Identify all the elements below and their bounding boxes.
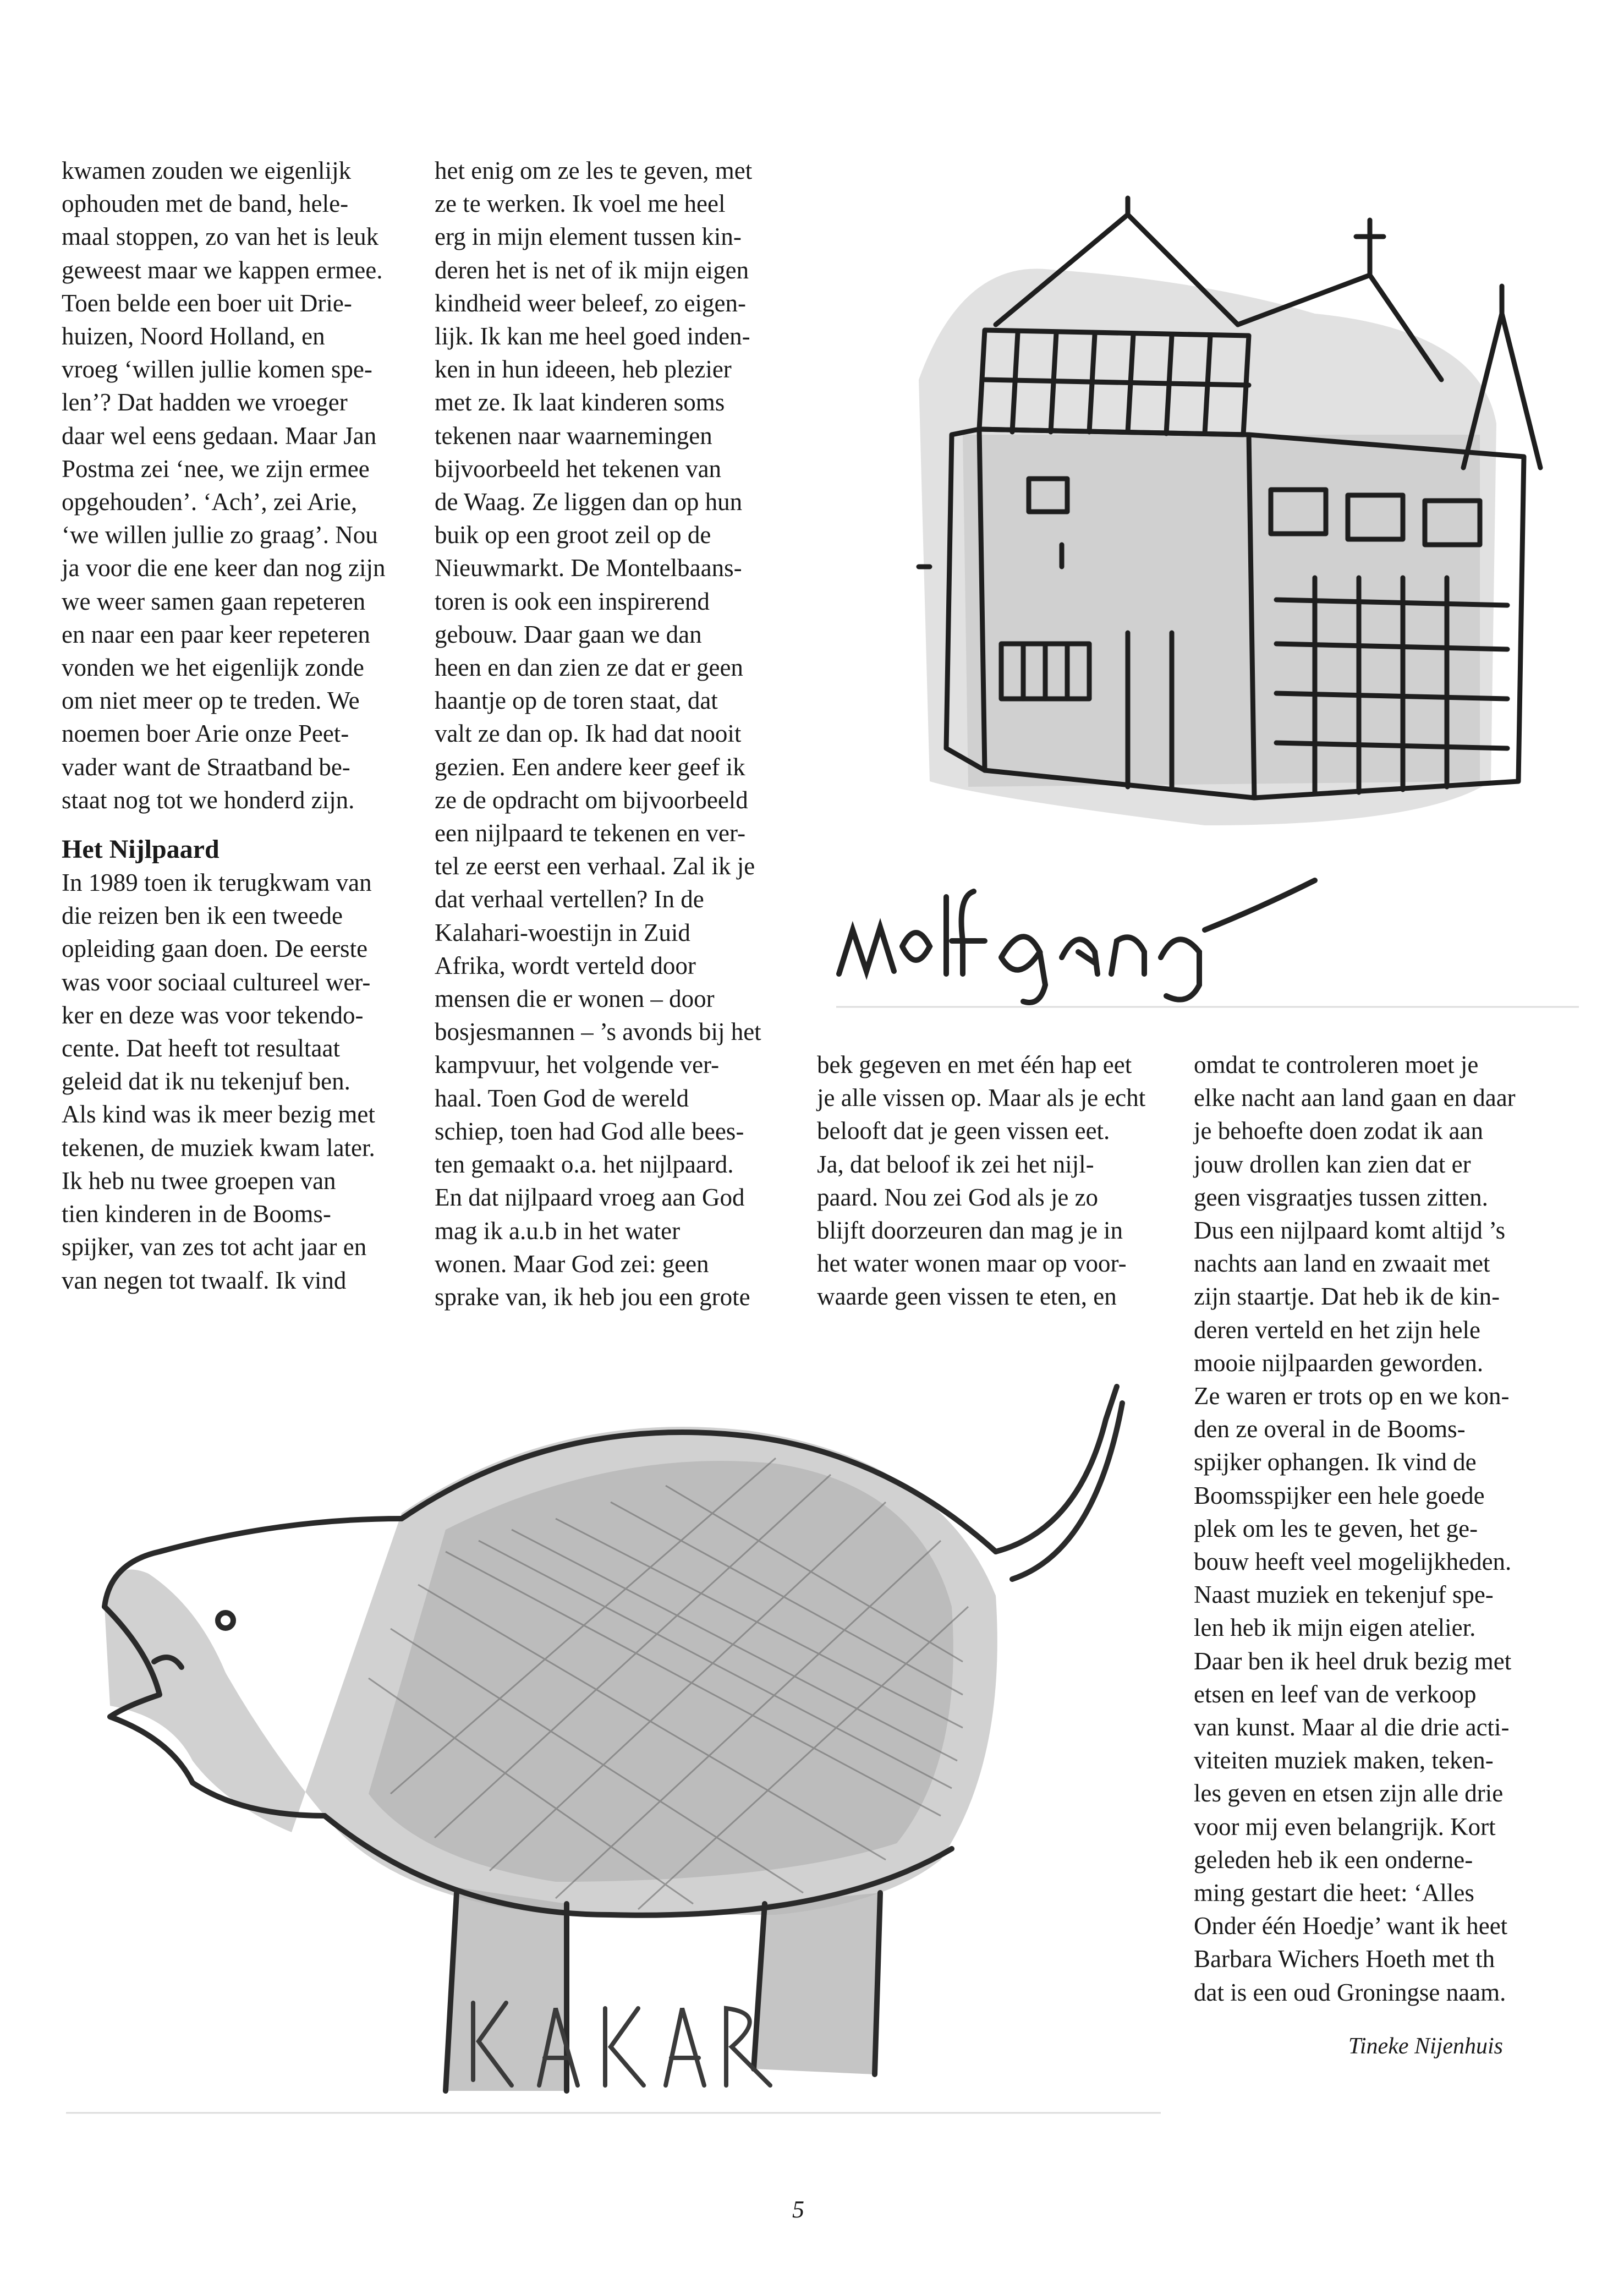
text-line: Toen belde een boer uit Drie- bbox=[62, 289, 352, 317]
text-line: geweest maar we kappen ermee. bbox=[62, 256, 383, 284]
byline-author: Tineke Nijenhuis bbox=[1348, 2034, 1503, 2059]
text-line: En dat nijlpaard vroeg aan God bbox=[435, 1184, 745, 1212]
column-1 bbox=[62, 154, 394, 1297]
building-drawing bbox=[820, 149, 1590, 1012]
text-line: ker en deze was voor tekendo- bbox=[62, 1001, 364, 1029]
text-line: Als kind was ik meer bezig met bbox=[62, 1100, 375, 1129]
text-line: vroeg ‘willen jullie komen spe- bbox=[62, 355, 372, 384]
text-line: bouw heeft veel mogelijkheden. bbox=[1194, 1548, 1512, 1576]
hippo-drawing bbox=[61, 1321, 1166, 2124]
text-line: Ze waren er trots op en we kon- bbox=[1194, 1382, 1510, 1410]
text-line: van kunst. Maar al die drie acti- bbox=[1194, 1713, 1510, 1741]
text-line: kwamen zouden we eigenlijk bbox=[62, 157, 352, 184]
text-line: spijker ophangen. Ik vind de bbox=[1194, 1448, 1477, 1476]
text-line: blijft doorzeuren dan mag je in bbox=[817, 1217, 1123, 1245]
text-line: nachts aan land en zwaait met bbox=[1194, 1250, 1490, 1278]
text-line: gebouw. Daar gaan we dan bbox=[435, 620, 702, 648]
text-line: belooft dat je geen vissen eet. bbox=[817, 1117, 1110, 1145]
text-line: Afrika, wordt verteld door bbox=[435, 951, 696, 979]
text-line: van negen tot twaalf. Ik vind bbox=[62, 1266, 347, 1294]
text-line: valt ze dan op. Ik had dat nooit bbox=[435, 720, 742, 748]
text-line: mag ik a.u.b in het water bbox=[435, 1217, 681, 1245]
text-line: huizen, Noord Holland, en bbox=[62, 322, 325, 350]
text-line: Kalahari-woestijn in Zuid bbox=[435, 918, 690, 946]
text-line: het water wonen maar op voor- bbox=[817, 1250, 1127, 1278]
building-drawing-illustration bbox=[820, 149, 1590, 1012]
text-line: ophouden met de band, hele- bbox=[62, 190, 349, 218]
text-line: tekenen, de muziek kwam later. bbox=[62, 1133, 375, 1162]
text-line: ze te werken. Ik voel me heel bbox=[435, 190, 726, 218]
text-line: buik op een groot zeil op de bbox=[435, 521, 711, 549]
text-line: tekenen naar waarnemingen bbox=[435, 421, 712, 450]
text-line: dat verhaal vertellen? In de bbox=[435, 885, 704, 913]
text-line: mooie nijlpaarden geworden. bbox=[1194, 1349, 1484, 1377]
text-line: toren is ook een inspirerend bbox=[435, 587, 710, 615]
text-line: ja voor die ene keer dan nog zijn bbox=[62, 554, 386, 582]
text-line: noemen boer Arie onze Peet- bbox=[62, 720, 349, 748]
text-line: Ja, dat beloof ik zei het nijl- bbox=[817, 1150, 1094, 1178]
text-line: vader want de Straatband be- bbox=[62, 753, 350, 781]
text-line: voor mij even belangrijk. Kort bbox=[1194, 1812, 1496, 1841]
text-line: schiep, toen had God alle bees- bbox=[435, 1117, 744, 1145]
text-line: haantje op de toren staat, dat bbox=[435, 687, 718, 715]
text-line: deren verteld en het zijn hele bbox=[1194, 1316, 1480, 1344]
text-line: gezien. Een andere keer geef ik bbox=[435, 753, 745, 781]
text-line: geleden heb ik een onderne- bbox=[1194, 1845, 1473, 1874]
text-line: bijvoorbeeld het tekenen van bbox=[435, 454, 722, 483]
column-2 bbox=[435, 154, 787, 1313]
text-line: je behoefte doen zodat ik aan bbox=[1194, 1117, 1484, 1145]
text-line: Nieuwmarkt. De Montelbaans- bbox=[435, 554, 742, 582]
text-line: Onder één Hoedje’ want ik heet bbox=[1194, 1912, 1508, 1940]
text-line: bek gegeven en met één hap eet bbox=[817, 1051, 1132, 1078]
text-line: heen en dan zien ze dat er geen bbox=[435, 654, 743, 682]
paragraph-nijlpaarden bbox=[1194, 1048, 1546, 2009]
text-line: elke nacht aan land gaan en daar bbox=[1194, 1084, 1516, 1112]
text-line: je alle vissen op. Maar als je echt bbox=[817, 1084, 1146, 1112]
text-line: waarde geen vissen te eten, en bbox=[817, 1283, 1117, 1311]
paragraph-lesgeven bbox=[435, 154, 787, 1313]
paragraph-straatband bbox=[62, 154, 394, 817]
text-line: geen visgraatjes tussen zitten. bbox=[1194, 1183, 1488, 1211]
text-line: maal stoppen, zo van het is leuk bbox=[62, 223, 379, 251]
text-line: vonden we het eigenlijk zonde bbox=[62, 654, 364, 682]
text-line: ming gestart die heet: ‘Alles bbox=[1194, 1879, 1474, 1907]
text-line: bosjesmannen – ’s avonds bij het bbox=[435, 1018, 761, 1046]
text-line: jouw drollen kan zien dat er bbox=[1194, 1150, 1471, 1178]
text-line: ze de opdracht om bijvoorbeeld bbox=[435, 786, 748, 814]
text-line: lijk. Ik kan me heel goed inden- bbox=[435, 322, 750, 350]
paragraph-opleiding bbox=[62, 866, 394, 1297]
text-line: staat nog tot we honderd zijn. bbox=[62, 786, 355, 814]
text-line: dat is een oud Groningse naam. bbox=[1194, 1978, 1506, 2006]
text-line: kampvuur, het volgende ver- bbox=[435, 1051, 720, 1079]
text-line: zijn staartje. Dat heb ik de kin- bbox=[1194, 1283, 1500, 1311]
text-line: we weer samen gaan repeteren bbox=[62, 587, 366, 615]
text-line: plek om les te geven, het ge- bbox=[1194, 1514, 1478, 1542]
hippo-drawing-illustration bbox=[61, 1321, 1166, 2124]
text-line: was voor sociaal cultureel wer- bbox=[62, 968, 371, 996]
text-line: sprake van, ik heb jou een grote bbox=[435, 1283, 750, 1311]
text-line: len heb ik mijn eigen atelier. bbox=[1194, 1614, 1476, 1642]
text-line: opgehouden’. ‘Ach’, zei Arie, bbox=[62, 488, 358, 516]
text-line: met ze. Ik laat kinderen soms bbox=[435, 388, 725, 417]
text-line: tien kinderen in de Booms- bbox=[62, 1200, 331, 1228]
text-line: len’? Dat hadden we vroeger bbox=[62, 388, 348, 417]
text-line: Boomsspijker een hele goede bbox=[1194, 1481, 1485, 1509]
text-line: het enig om ze les te geven, met bbox=[435, 157, 753, 184]
column-4 bbox=[1194, 1048, 1546, 2009]
text-line: daar wel eens gedaan. Maar Jan bbox=[62, 421, 377, 450]
text-line: Barbara Wichers Hoeth met th bbox=[1194, 1945, 1495, 1973]
text-line: mensen die er wonen – door bbox=[435, 985, 715, 1013]
text-line: Postma zei ‘nee, we zijn ermee bbox=[62, 454, 370, 483]
column-3 bbox=[817, 1048, 1170, 1313]
text-line: cente. Dat heeft tot resultaat bbox=[62, 1034, 341, 1062]
text-line: Naast muziek en tekenjuf spe- bbox=[1194, 1581, 1494, 1609]
text-line: ten gemaakt o.a. het nijlpaard. bbox=[435, 1151, 734, 1179]
text-line: etsen en leef van de verkoop bbox=[1194, 1680, 1477, 1708]
text-line: die reizen ben ik een tweede bbox=[62, 902, 343, 930]
text-line: deren het is net of ik mijn eigen bbox=[435, 256, 749, 284]
text-line: wonen. Maar God zei: geen bbox=[435, 1250, 709, 1278]
text-line: viteiten muziek maken, teken- bbox=[1194, 1746, 1494, 1774]
text-line: spijker, van zes tot acht jaar en bbox=[62, 1233, 367, 1261]
text-line: Ik heb nu twee groepen van bbox=[62, 1166, 336, 1195]
text-line: les geven en etsen zijn alle drie bbox=[1194, 1779, 1504, 1808]
text-line: den ze overal in de Booms- bbox=[1194, 1415, 1466, 1443]
text-line: opleiding gaan doen. De eerste bbox=[62, 935, 368, 963]
text-line: omdat te controleren moet je bbox=[1194, 1051, 1479, 1078]
page-number: 5 bbox=[792, 2196, 804, 2223]
text-line: erg in mijn element tussen kin- bbox=[435, 223, 742, 251]
text-line: de Waag. Ze liggen dan op hun bbox=[435, 488, 743, 516]
text-line: een nijlpaard te tekenen en ver- bbox=[435, 819, 746, 847]
text-line: ‘we willen jullie zo graag’. Nou bbox=[62, 521, 378, 549]
text-line: haal. Toen God de wereld bbox=[435, 1084, 689, 1112]
section-heading-nijlpaard: Het Nijlpaard bbox=[62, 835, 220, 864]
text-line: kindheid weer beleef, zo eigen- bbox=[435, 289, 746, 317]
text-line: geleid dat ik nu tekenjuf ben. bbox=[62, 1067, 350, 1096]
text-line: Dus een nijlpaard komt altijd ’s bbox=[1194, 1217, 1506, 1245]
text-line: Daar ben ik heel druk bezig met bbox=[1194, 1647, 1512, 1675]
text-line: tel ze eerst een verhaal. Zal ik je bbox=[435, 852, 755, 880]
text-line: om niet meer op te treden. We bbox=[62, 687, 360, 715]
text-line: en naar een paar keer repeteren bbox=[62, 620, 370, 648]
text-line: ken in hun ideeen, heb plezier bbox=[435, 355, 732, 384]
paragraph-god-belofte bbox=[817, 1048, 1170, 1313]
text-line: paard. Nou zei God als je zo bbox=[817, 1183, 1099, 1211]
text-line: In 1989 toen ik terugkwam van bbox=[62, 869, 372, 897]
